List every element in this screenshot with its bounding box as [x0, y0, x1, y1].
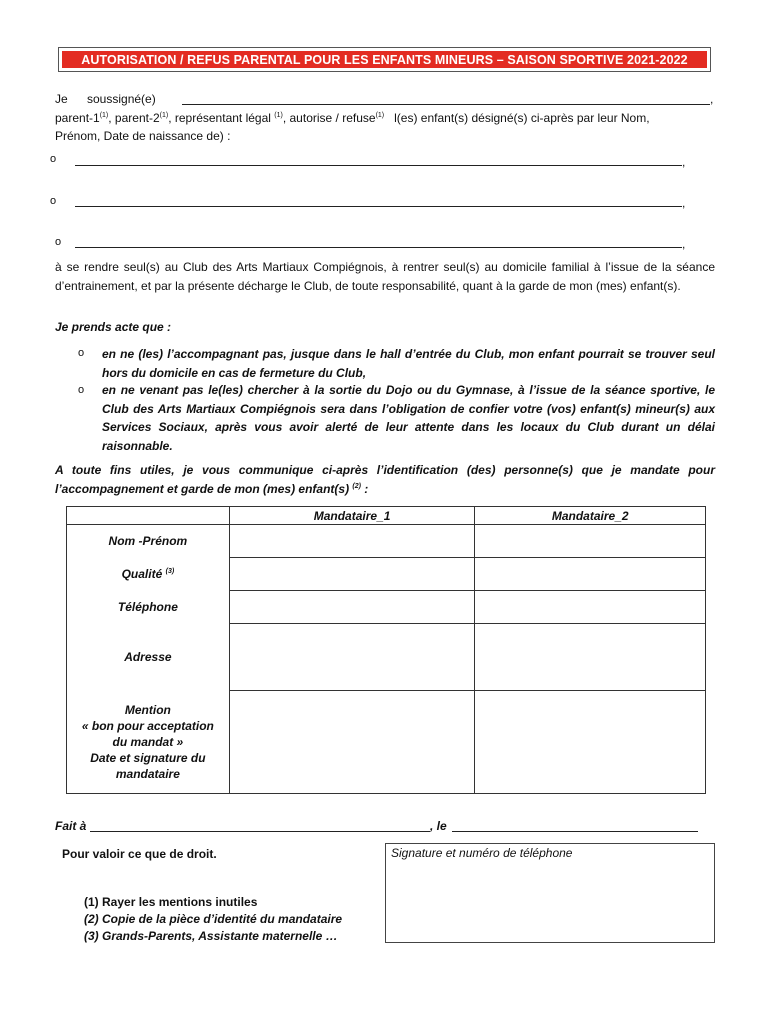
fait-a-field-line[interactable]: [90, 831, 430, 832]
fait-a-label: Fait à: [55, 819, 87, 833]
table-row: [67, 691, 706, 794]
child-bullet-3: o: [55, 236, 62, 248]
footnote-2: (2) Copie de la pièce d’identité du mandataire: [84, 912, 343, 926]
note-ref-1c: (1): [274, 112, 283, 119]
row-label-adresse: Adresse: [67, 624, 230, 691]
autorise-text: , autorise / refuse: [282, 111, 376, 125]
child-bullet-1: o: [50, 153, 57, 165]
child-end-1: ,: [682, 155, 686, 169]
representant-text: , représentant légal: [168, 111, 275, 125]
cell-mention-2[interactable]: [475, 691, 706, 794]
parent1-text: parent-1: [55, 111, 100, 125]
intro-je: Je: [55, 92, 68, 106]
table-row: [67, 591, 706, 624]
mandate-intro-end: :: [360, 481, 369, 496]
intro-line-3: Prénom, Date de naissance de) :: [55, 129, 231, 143]
date-field-line[interactable]: [452, 831, 698, 832]
parent2-text: , parent-2: [108, 111, 160, 125]
acte-heading: Je prends acte que :: [55, 320, 172, 334]
valoir-text: Pour valoir ce que de droit.: [62, 847, 217, 861]
intro-line-2: [55, 111, 650, 126]
child-end-2: ,: [682, 196, 686, 210]
intro-soussigne: soussigné(e): [87, 92, 156, 106]
table-row: [67, 558, 706, 591]
mention-line-2: « bon pour acceptation: [81, 718, 214, 733]
mandate-intro-text: A toute fins utiles, je vous communique ci-après l’identification (des) personne(s) que je mandate pour l’accompagnement et garde de mon (mes) enfant(s): [55, 463, 715, 496]
mandate-intro: [55, 461, 715, 498]
note-ref-2: (2): [352, 482, 361, 490]
row-label-qualite: [67, 558, 230, 591]
signature-label: Signature et numéro de téléphone: [391, 846, 573, 860]
mention-line-3: du mandat »: [112, 734, 184, 749]
document-title: AUTORISATION / REFUS PARENTAL POUR LES ENFANTS MINEURS – SAISON SPORTIVE 2021-2022: [62, 51, 707, 68]
child-field-line-1[interactable]: [75, 165, 682, 166]
mention-line-1: Mention: [124, 702, 171, 717]
note-ref-1: (1): [99, 112, 109, 119]
cell-qualite-2[interactable]: [475, 558, 706, 591]
row-label-telephone: Téléphone: [67, 591, 230, 624]
name-field-line[interactable]: [182, 104, 710, 105]
cell-qualite-1[interactable]: [229, 558, 475, 591]
cell-nom-1[interactable]: [229, 525, 475, 558]
note-ref-3: (3): [165, 568, 175, 575]
mandataire-table: [66, 506, 706, 794]
child-bullet-2: o: [50, 195, 57, 207]
footnotes: [84, 894, 342, 945]
cell-adresse-2[interactable]: [475, 624, 706, 691]
footnote-3: (3) Grands-Parents, Assistante maternelle …: [84, 929, 338, 943]
header-mandataire-1: Mandataire_1: [229, 507, 475, 525]
acte-item-2: en ne venant pas le(les) chercher à la sortie du Dojo ou du Gymnase, à l’issue de la séance sportive, le Club des Arts Martiaux Compiégnois sera dans l’obligation de confier votre (vos) enfant(s) mineur(s) aux Services Sociaux, après vous avoir alerté de leur attente dans les locaux du Club durant un délai raisonnable.: [102, 383, 715, 453]
cell-adresse-1[interactable]: [229, 624, 475, 691]
title-frame: [58, 47, 711, 72]
decharge-paragraph: à se rendre seul(s) au Club des Arts Martiaux Compiégnois, à rentrer seul(s) au domicile familial à l’issue de la séance d’entrainement, et par la présente décharge le Club, de toute responsabilité, quant à la garde de mon (mes) enfant(s).: [55, 260, 715, 293]
mention-line-4: Date et signature du: [90, 750, 206, 765]
cell-mention-1[interactable]: [229, 691, 475, 794]
cell-nom-2[interactable]: [475, 525, 706, 558]
cell-telephone-1[interactable]: [229, 591, 475, 624]
acte-bullet-2: o: [78, 384, 85, 396]
acte-bullet-1: o: [78, 347, 85, 359]
note-ref-1b: (1): [159, 112, 169, 119]
table-header-row: [67, 507, 706, 525]
note-ref-1d: (1): [375, 112, 385, 119]
footnote-1: (1) Rayer les mentions inutiles: [84, 895, 258, 909]
le-label: , le: [430, 819, 447, 833]
row-label-mention: [67, 691, 230, 794]
acte-item-1: en ne (les) l’accompagnant pas, jusque dans le hall d’entrée du Club, mon enfant pourrait se trouver seul hors du domicile en cas de fermeture du Club,: [102, 347, 715, 380]
signature-box[interactable]: [385, 843, 715, 943]
enfants-text: l(es) enfant(s) désigné(s) ci-après par leur Nom,: [394, 111, 650, 125]
child-field-line-3[interactable]: [75, 247, 682, 248]
qualite-text: Qualité: [121, 567, 166, 581]
row-label-nom: Nom -Prénom: [67, 525, 230, 558]
table-row: [67, 525, 706, 558]
intro-comma: ,: [710, 92, 714, 106]
child-field-line-2[interactable]: [75, 206, 682, 207]
mention-line-5: mandataire: [115, 766, 180, 781]
child-end-3: ,: [682, 237, 686, 251]
table-row: [67, 624, 706, 691]
cell-telephone-2[interactable]: [475, 591, 706, 624]
table-corner-cell: [67, 507, 230, 525]
header-mandataire-2: Mandataire_2: [475, 507, 706, 525]
